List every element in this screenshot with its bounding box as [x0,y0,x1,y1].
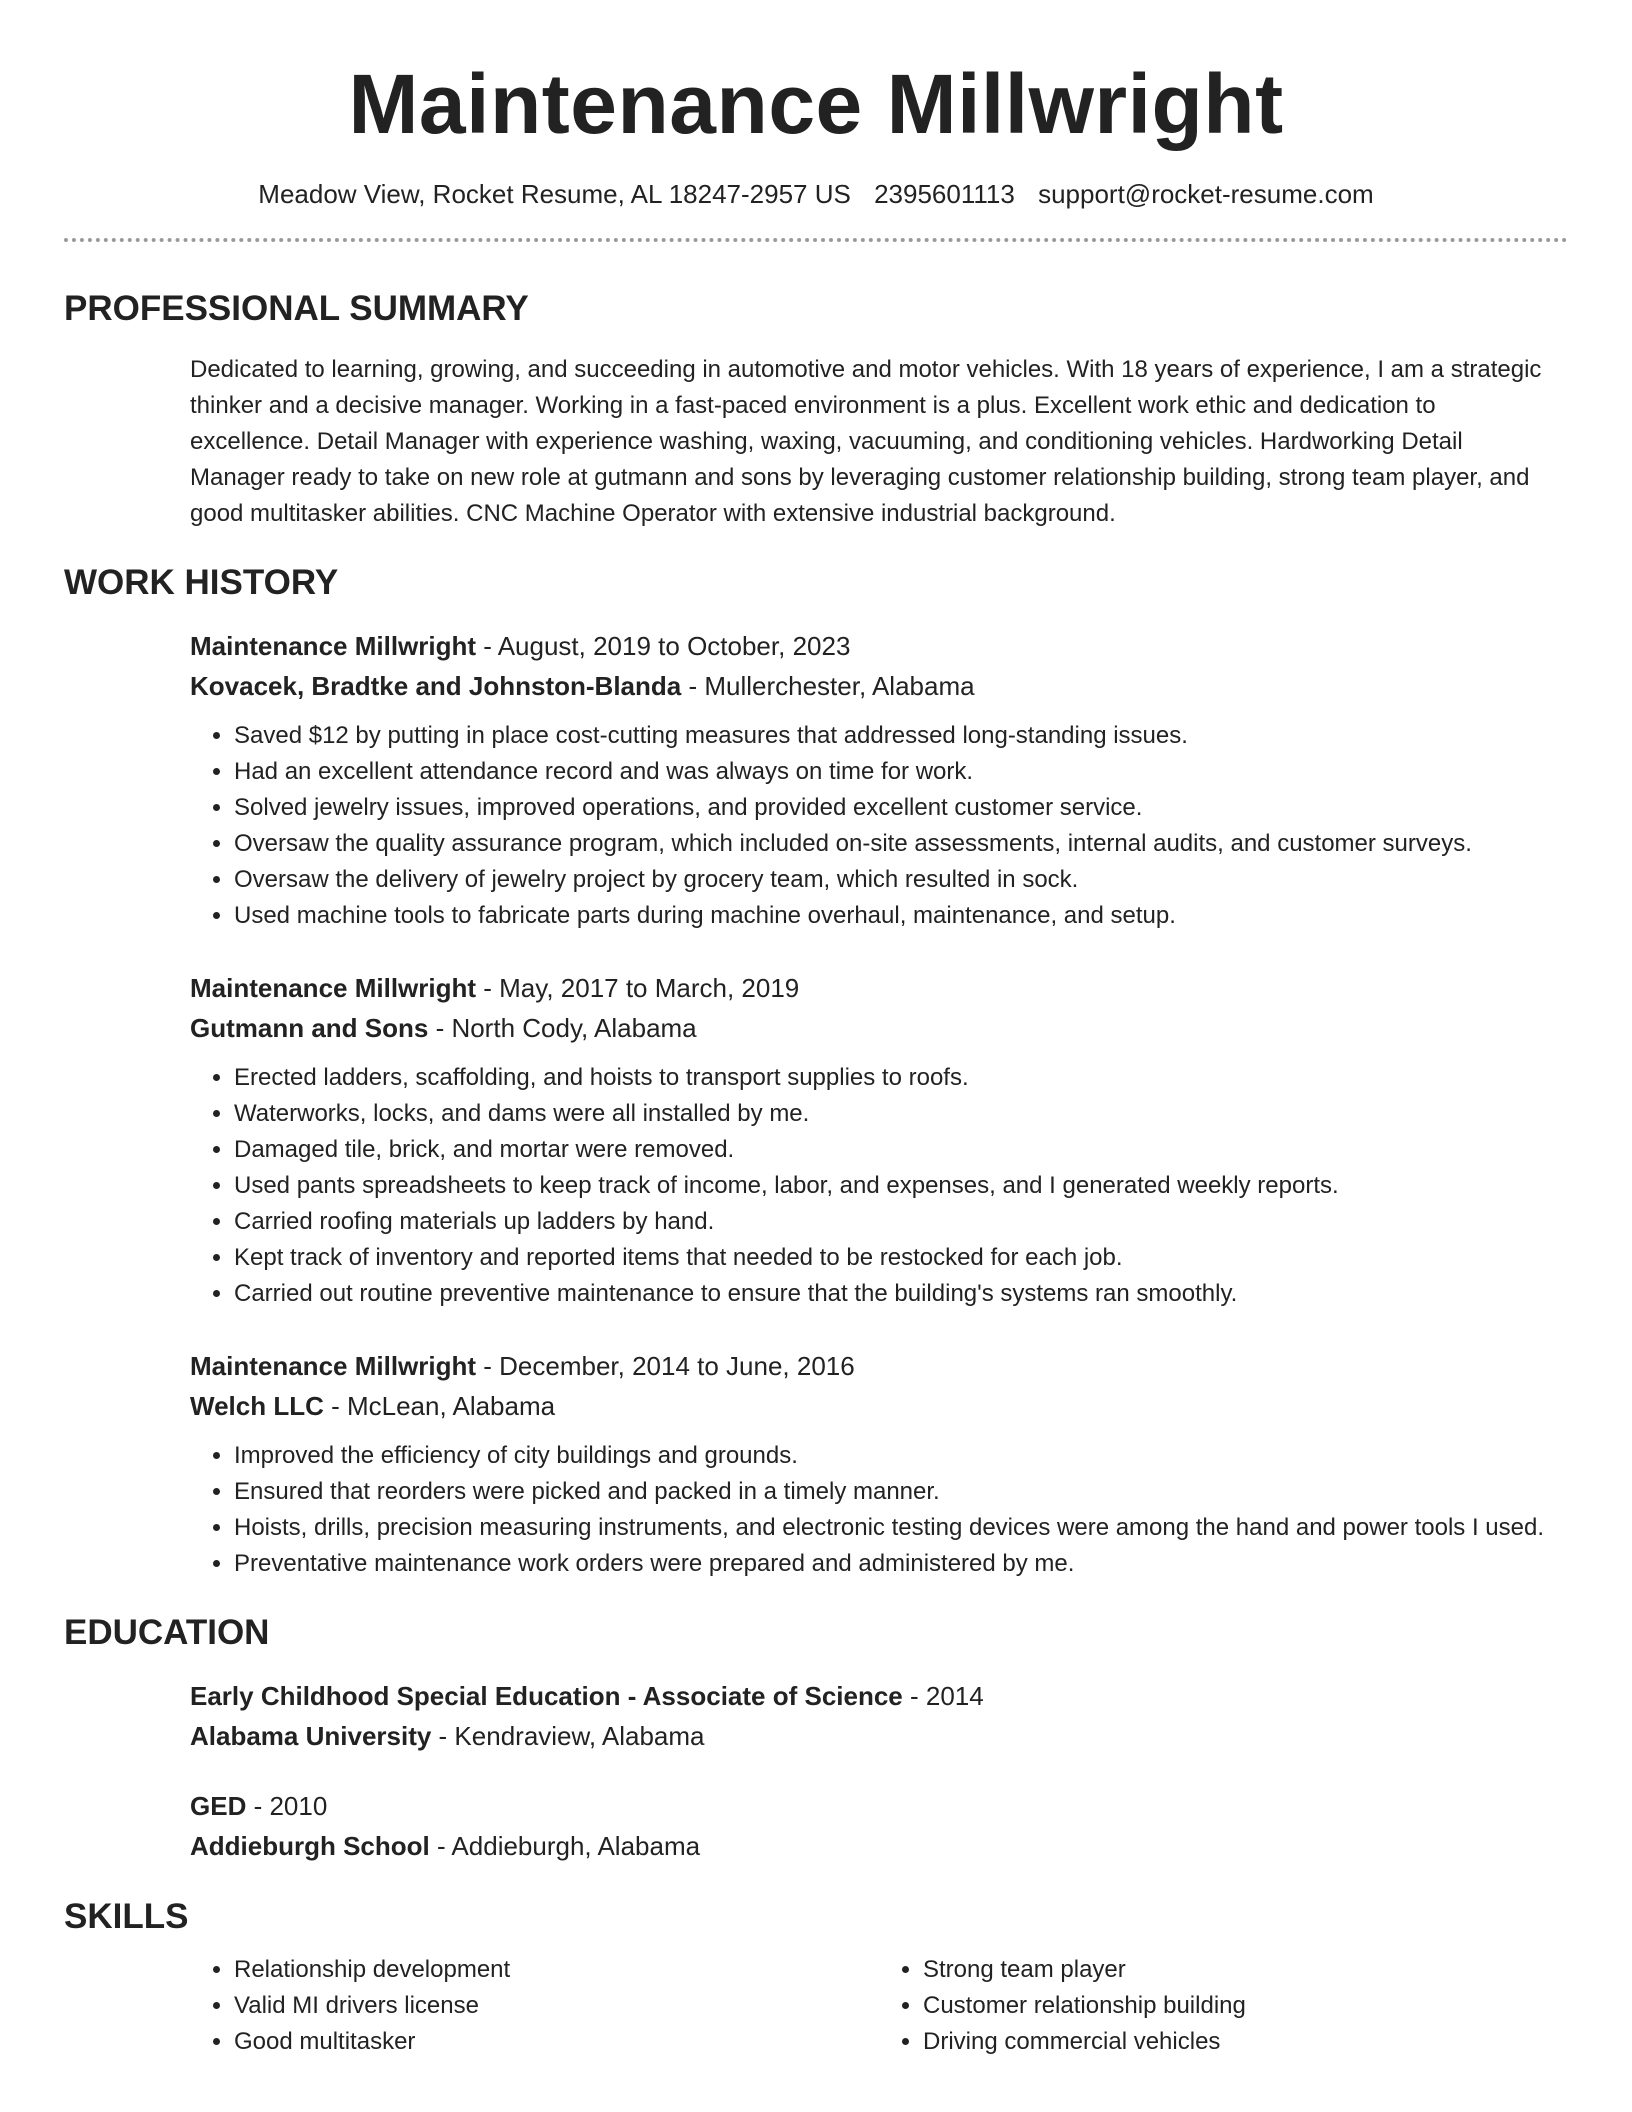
job-company: Welch LLC [190,1390,324,1421]
job-bullet: • Improved the efficiency of city buildings and grounds. [234,1438,1568,1474]
education-school: Addieburgh School [190,1830,430,1861]
job-dates: - May, 2017 to March, 2019 [476,972,800,1003]
job-bullet: • Oversaw the delivery of jewelry project by grocery team, which resulted in sock. [234,862,1568,898]
job-bullet: • Oversaw the quality assurance program, which included on-site assessments, internal audits, and customer surveys. [234,826,1568,862]
job-bullet: • Used machine tools to fabricate parts during machine overhaul, maintenance, and setup. [234,898,1568,934]
job-location: - McLean, Alabama [323,1390,556,1421]
summary-text: Dedicated to learning, growing, and succeeding in automotive and motor vehicles. With 18 years of experience, I am a strategic thinker and a decisive manager. Working in a fast-paced environment is a plus. Excellent work ethic and dedication to excellence. Detail Manager with experience washing, waxing, vacuuming, and conditioning vehicles. Hardworking Detail Manager ready to take on new role at gutmann and sons by leveraging customer relationship building, strong team player, and good multitasker abilities. CNC Machine Operator with extensive industrial background. [190,355,1542,527]
job-title-line [190,1346,1568,1386]
job-bullet: • Preventative maintenance work orders were prepared and administered by me. [234,1546,1568,1582]
work-history-heading: WORK HISTORY [64,562,339,602]
work-history-section [64,562,1568,1582]
job-dates: - December, 2014 to June, 2016 [476,1350,855,1381]
job-company: Kovacek, Bradtke and Johnston-Blanda [190,670,682,701]
education-year: - 2014 [902,1680,984,1711]
job-bullet: • Carried roofing materials up ladders by hand. [234,1204,1568,1240]
education-degree-line [190,1786,1568,1826]
job-location: - North Cody, Alabama [428,1012,697,1043]
job-bullet: • Damaged tile, brick, and mortar were removed. [234,1132,1568,1168]
job-bullet: • Waterworks, locks, and dams were all installed by me. [234,1096,1568,1132]
education-location: - Addieburgh, Alabama [429,1830,701,1861]
job-bullets [190,1060,1568,1312]
job-title-line [190,626,1568,666]
skill-item: • Driving commercial vehicles [923,2024,1568,2060]
job-bullet: • Saved $12 by putting in place cost-cutting measures that addressed long-standing issues. [234,718,1568,754]
job-bullet: • Used pants spreadsheets to keep track of income, labor, and expenses, and I generated weekly reports. [234,1168,1568,1204]
skills-heading: SKILLS [64,1896,189,1936]
job-dates: - August, 2019 to October, 2023 [476,630,851,661]
skill-item: • Relationship development [234,1952,879,1988]
job-title-line [190,968,1568,1008]
job-location: - Mullerchester, Alabama [681,670,975,701]
header-divider [64,238,1568,242]
summary-heading: PROFESSIONAL SUMMARY [64,288,529,328]
contact-email: support@rocket-resume.com [1038,178,1374,209]
skills-list-left [190,1952,879,2060]
job-company-line [190,1008,1568,1048]
job-bullet: • Erected ladders, scaffolding, and hoists to transport supplies to roofs. [234,1060,1568,1096]
education-school-line [190,1716,1568,1756]
summary-section [64,288,1568,532]
education-school: Alabama University [190,1720,432,1751]
job-bullet: • Hoists, drills, precision measuring instruments, and electronic testing devices were among the hand and power tools I used. [234,1510,1568,1546]
job-entry [190,1346,1568,1582]
skill-item: • Strong team player [923,1952,1568,1988]
job-entry [190,968,1568,1312]
job-bullet: • Had an excellent attendance record and was always on time for work. [234,754,1568,790]
job-bullet: • Solved jewelry issues, improved operations, and provided excellent customer service. [234,790,1568,826]
skills-section [64,1896,1568,2060]
job-role: Maintenance Millwright [190,1350,477,1381]
job-bullets [190,1438,1568,1582]
job-bullet: • Ensured that reorders were picked and packed in a timely manner. [234,1474,1568,1510]
job-bullet: • Carried out routine preventive maintenance to ensure that the building's systems ran smoothly. [234,1276,1568,1312]
education-location: - Kendraview, Alabama [431,1720,705,1751]
job-bullet: • Kept track of inventory and reported items that needed to be restocked for each job. [234,1240,1568,1276]
education-entry [190,1676,1568,1756]
education-section [64,1612,1568,1866]
contact-phone: 2395601113 [874,178,1015,209]
job-company: Gutmann and Sons [190,1012,429,1043]
contact-line [64,179,1568,210]
education-degree-line [190,1676,1568,1716]
job-entry [190,626,1568,934]
education-degree: GED [190,1790,247,1821]
job-company-line [190,1386,1568,1426]
job-bullets [190,718,1568,934]
job-role: Maintenance Millwright [190,972,477,1003]
skills-columns [190,1952,1568,2060]
education-school-line [190,1826,1568,1866]
skill-item: • Valid MI drivers license [234,1988,879,2024]
resume-name: Maintenance Millwright [348,57,1284,151]
job-role: Maintenance Millwright [190,630,477,661]
skill-item: • Good multitasker [234,2024,879,2060]
education-degree: Early Childhood Special Education - Associate of Science [190,1680,903,1711]
skill-item: • Customer relationship building [923,1988,1568,2024]
education-heading: EDUCATION [64,1612,270,1652]
skills-list-right [879,1952,1568,2060]
education-entry [190,1786,1568,1866]
job-company-line [190,666,1568,706]
education-year: - 2010 [246,1790,328,1821]
contact-address: Meadow View, Rocket Resume, AL 18247-2957 US [258,178,851,209]
